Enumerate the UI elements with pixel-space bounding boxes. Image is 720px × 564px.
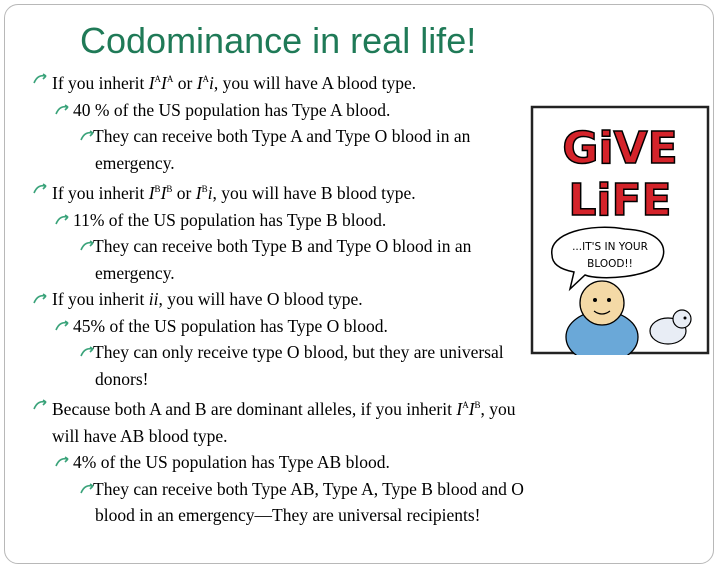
bullet-b-stat [0,207,530,234]
poster-line-1: GiVE [562,123,678,174]
bullet-ab-stat [0,449,530,476]
allele: I [161,73,167,93]
text: or [173,73,197,93]
bullet-o-stat [0,313,530,340]
allele-sup: A [166,74,174,84]
allele-sup: B [154,184,161,194]
allele: I [160,183,167,203]
allele: ii [148,289,159,309]
poster-line-2: LiFE [568,175,672,226]
text: , you will have A blood type. [213,73,417,93]
allele-sup: B [201,184,208,194]
bubble-text-2: BLOOD!! [587,258,633,270]
allele-sup: A [154,74,162,84]
allele: I [195,183,202,203]
text: , you will have AB blood type. [52,399,516,446]
allele: i [209,73,214,93]
text: 40 % of the US population has Type A blood. [73,99,391,120]
text: , you will have B blood type. [212,183,416,203]
bullet-ab-type [0,392,530,449]
bullet-a-receive [0,123,530,176]
arrow-bullet-icon [55,104,69,116]
text: Because both A and B are dominant alleles, if you inherit [52,399,457,419]
text: They can receive both Type B and Type O blood in an emergency. [93,236,472,283]
allele: i [207,183,213,203]
text: , you will have O blood type. [158,289,363,309]
slide-title: Codominance in real life! [80,20,477,61]
text: 11% of the US population has Type B blood. [73,209,387,230]
bubble-text-1: ...IT'S IN YOUR [572,241,648,253]
arrow-bullet-icon [80,346,94,358]
allele: I [456,399,463,419]
allele: I [468,399,475,419]
arrow-bullet-icon [33,73,47,85]
bullet-b-type [0,176,530,207]
arrow-bullet-icon [80,130,94,142]
allele: I [148,183,155,203]
arrow-bullet-icon [33,293,47,305]
give-life-poster [530,105,710,355]
bullet-o-type [0,286,530,313]
bullet-list [0,66,530,529]
allele-sup: B [474,400,481,410]
text: or [172,183,196,203]
bullet-o-receive [0,339,530,392]
allele-sup: A [462,400,469,410]
text: They can receive both Type A and Type O blood in an emergency. [93,126,471,173]
arrow-bullet-icon [55,456,69,468]
text: They can only receive type O blood, but they are universal donors! [93,342,504,389]
arrow-bullet-icon [80,483,94,495]
bullet-b-receive [0,233,530,286]
text: 45% of the US population has Type O blood. [73,315,388,336]
text: If you inherit [52,73,149,93]
allele-sup: A [202,74,210,84]
allele-sup: B [166,184,173,194]
arrow-bullet-icon [55,320,69,332]
text: If you inherit [52,289,149,309]
allele: I [148,73,155,93]
allele: I [196,73,203,93]
bullet-ab-receive [0,476,530,529]
text: If you inherit [52,183,149,203]
arrow-bullet-icon [80,240,94,252]
bullet-a-stat [0,97,530,124]
arrow-bullet-icon [33,399,47,411]
bullet-a-type [0,66,530,97]
text: They can receive both Type AB, Type A, Type B blood and O blood in an emergency—They are universal recipients! [93,478,524,525]
arrow-bullet-icon [33,183,47,195]
arrow-bullet-icon [55,214,69,226]
text: 4% of the US population has Type AB blood. [73,452,390,472]
